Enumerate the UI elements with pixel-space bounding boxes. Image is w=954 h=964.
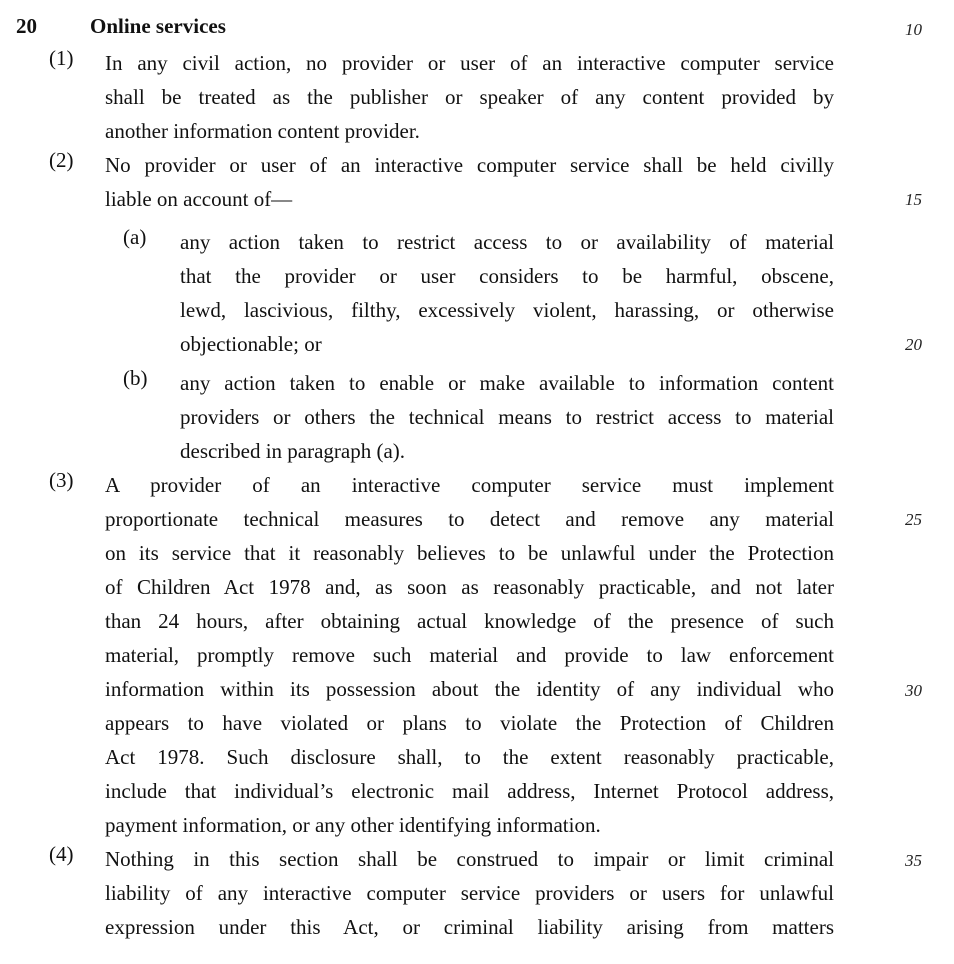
text-line: described in paragraph (a). — [180, 439, 406, 463]
text-line: information within its possession about the identity of any individual who — [105, 677, 834, 701]
text-line: expression under this Act, or criminal liability arising from matters — [105, 915, 834, 939]
text-line: Nothing in this section shall be construed to impair or limit criminal — [105, 847, 834, 871]
subsection-label: (1) — [49, 46, 74, 70]
paragraph-b-text — [180, 366, 834, 468]
text-line: material, promptly remove such material and provide to law enforcement — [105, 643, 834, 667]
line-number: 35 — [905, 851, 922, 870]
text-line: proportionate technical measures to detect and remove any material — [105, 507, 834, 531]
text-line: objectionable; or — [180, 332, 322, 356]
text-line: Act 1978. Such disclosure shall, to the extent reasonably practicable, — [105, 745, 834, 769]
text-line: lewd, lascivious, filthy, excessively violent, harassing, or otherwise — [180, 298, 834, 322]
paragraph-a-text — [180, 225, 834, 361]
text-line: than 24 hours, after obtaining actual knowledge of the presence of such — [105, 609, 834, 633]
line-number: 25 — [905, 510, 922, 529]
subsection-1-text — [105, 46, 834, 148]
text-line: In any civil action, no provider or user of an interactive computer service — [105, 51, 834, 75]
line-number: 20 — [905, 335, 922, 354]
subsection-label: (3) — [49, 468, 74, 492]
subsection-label: (2) — [49, 148, 74, 172]
subsection-4-text — [105, 842, 834, 944]
line-number: 10 — [905, 20, 922, 39]
text-line: another information content provider. — [105, 119, 420, 143]
subsection-3-text — [105, 468, 834, 842]
paragraph-label: (b) — [123, 366, 148, 390]
paragraph-label: (a) — [123, 225, 147, 249]
text-line: that the provider or user considers to be harmful, obscene, — [180, 264, 834, 288]
text-line: A provider of an interactive computer service must implement — [105, 473, 834, 497]
text-line: on its service that it reasonably believes to be unlawful under the Protection — [105, 541, 834, 565]
text-line: any action taken to enable or make available to information content — [180, 371, 834, 395]
line-number: 15 — [905, 190, 922, 209]
text-line: appears to have violated or plans to violate the Protection of Children — [105, 711, 834, 735]
text-line: liability of any interactive computer service providers or users for unlawful — [105, 881, 834, 905]
section-number: 20 — [16, 14, 37, 38]
subsection-2-text — [105, 148, 834, 216]
text-line: include that individual’s electronic mail address, Internet Protocol address, — [105, 779, 834, 803]
text-line: providers or others the technical means to restrict access to material — [180, 405, 834, 429]
text-line: payment information, or any other identifying information. — [105, 813, 601, 837]
text-line: shall be treated as the publisher or speaker of any content provided by — [105, 85, 834, 109]
line-number: 30 — [905, 681, 922, 700]
subsection-label: (4) — [49, 842, 74, 866]
text-line: of Children Act 1978 and, as soon as reasonably practicable, and not later — [105, 575, 834, 599]
text-line: liable on account of— — [105, 187, 293, 211]
section-title: Online services — [90, 14, 226, 38]
text-line: No provider or user of an interactive computer service shall be held civilly — [105, 153, 834, 177]
text-line: any action taken to restrict access to or availability of material — [180, 230, 834, 254]
